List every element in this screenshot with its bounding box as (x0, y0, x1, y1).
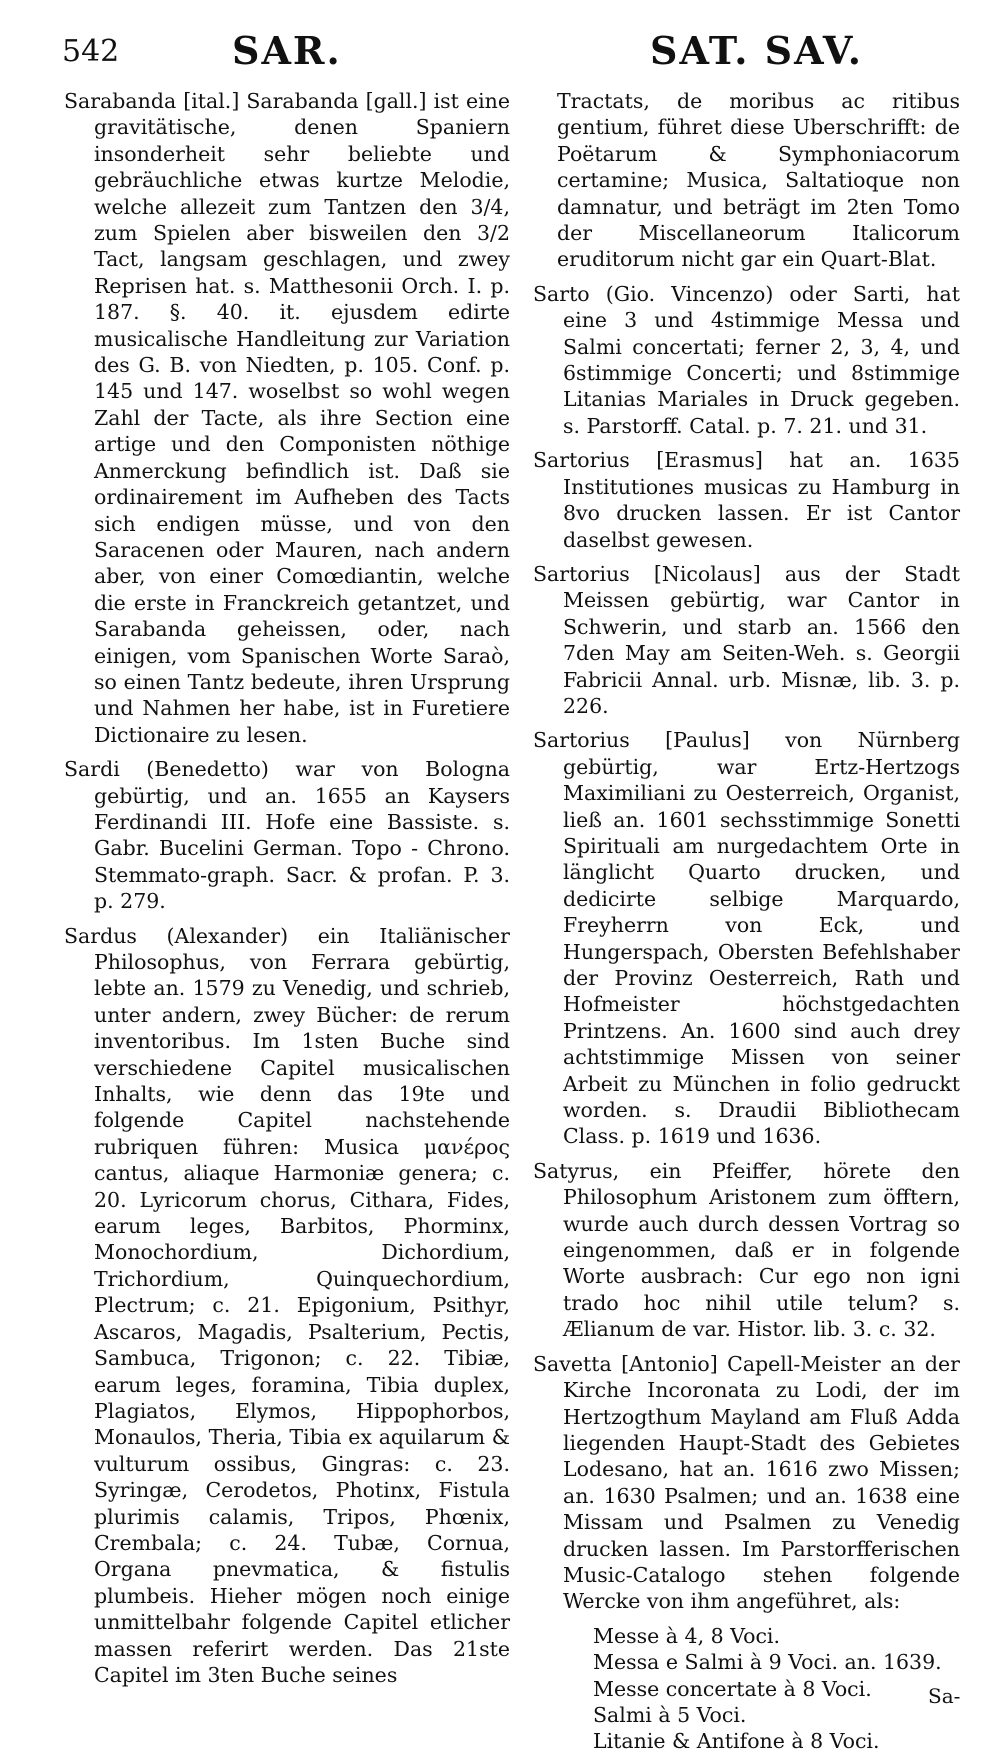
catchword: Sa- (928, 1684, 961, 1708)
entry-sardi (64, 756, 510, 914)
page-header (0, 28, 1000, 88)
entry-savetta (533, 1351, 960, 1615)
work-item: Salmi à 5 Voci. (593, 1702, 747, 1727)
headword: Sartorius (533, 728, 630, 753)
works-list (593, 1623, 960, 1755)
headword: Sarto (533, 281, 590, 306)
entry-satyrus (533, 1158, 960, 1343)
work-item: Litanie & Antifone à 8 Voci. (593, 1729, 880, 1754)
right-column (533, 88, 960, 1755)
headword: Sardi (64, 757, 120, 782)
entry-sarto (533, 281, 960, 439)
running-head-right: SAT. SAV. (650, 28, 863, 73)
continued-text: Tractats, de moribus ac ritibus gentium, führet diese Uberschrifft: de Poëtarum & Symphoniacorum certamine; Musica, Saltatioque non damnatur, und beträgt im 2ten Tomo der Miscellaneorum Italicorum eruditorum nicht gar ein Quart-Blat. (557, 89, 960, 272)
entry-body: ein Pfeiffer, hörete den Philosophum Aristonem zum öfftern, wurde auch durch dessen Vortrag so eingenommen, daß er in folgende Worte ausbrach: Cur ego non igni trado hoc nihil utile telum? s. Ælianum de var. Histor. lib. 3. c. 32. (563, 1158, 960, 1342)
left-column (64, 88, 510, 1696)
running-head-left: SAR. (232, 28, 342, 73)
entry-body: (Alexander) ein Italiänischer Philosophus, von Ferrara gebürtig, lebte an. 1579 zu Venedig, und schrieb, unter andern, zwey Bücher: de rerum inventoribus. Im 1sten Buche sind verschiedene Capitel musicalischen Inhalts, wie denn das 19te und folgende Capitel nachstehende rubriquen führen: Musica μανέρος cantus, aliaque Harmoniæ genera; c. 20. Lyricorum chorus, Cithara, Fides, earum leges, Barbitos, Phorminx, Monochordium, Dichordium, Trichordium, Quinquechordium, Plectrum; c. 21. Epigonium, Psithyr, Ascaros, Magadis, Psalterium, Pectis, Sambuca, Trigonon; c. 22. Tibiæ, earum leges, foramina, Tibia duplex, Plagiatos, Elymos, Hippophorbos, Monaulos, Theria, Tibia ex aquilarum & vulturum ossibus, Gingras: c. 23. Syringæ, Cerodetos, Photinx, Fistula plurimis calamis, Tripos, Phœnix, Crembala; c. 24. Tubæ, Cornua, Organa pnevmatica, & fistulis plumbeis. Hieher mögen noch einige unmittelbahr folgende Capitel etlicher massen referirt werden. Das 21ste Capitel im 3ten Buche seines (94, 923, 510, 1687)
headword: Satyrus, (533, 1158, 620, 1183)
headword: Sardus (64, 923, 137, 948)
entry-sartorius-nicolaus (533, 561, 960, 719)
entry-body: (Benedetto) war von Bologna gebürtig, und an. 1655 an Kaysers Ferdinandi III. Hofe eine Bassiste. s. Gabr. Bucelini German. Topo - Chrono. Stemmato-graph. Sacr. & profan. P. 3. p. 279. (94, 757, 510, 914)
headword: Sartorius (533, 561, 630, 586)
entry-sardus (64, 923, 510, 1689)
headword: Sartorius (533, 448, 630, 473)
work-item: Messe à 4, 8 Voci. (593, 1623, 781, 1648)
page-number: 542 (62, 34, 120, 69)
entry-body: [Paulus] von Nürnberg gebürtig, war Ertz-Hertzogs Maximiliani zu Oesterreich, Organist, ließ an. 1601 sechsstimmige Sonetti Spirituali am nurgedachtem Orte in länglicht Quarto drucken, und dedicirte selbige Marquardo, Freyherrn von Eck, und Hungerspach, Obersten Befehlshaber der Provinz Oesterreich, Rath und Hofmeister höchstgedachten Printzens. An. 1600 sind auch drey achtstimmige Missen von seiner Arbeit zu München in folio gedruckt worden. s. Draudii Bibliothecam Class. p. 1619 und 1636. (563, 728, 960, 1149)
work-item: Messa e Salmi à 9 Voci. an. 1639. (593, 1650, 942, 1675)
entry-sartorius-paulus (533, 727, 960, 1150)
entry-body: [Antonio] Capell-Meister an der Kirche Incoronata zu Lodi, der im Hertzogthum Mayland am Fluß Adda liegenden Haupt-Stadt des Gebietes Lodesano, hat an. 1616 zwo Missen; an. 1630 Psalmen; und an. 1638 eine Missam und Psalmen zu Venedig drucken lassen. Im Parstorfferischen Music-Catalogo stehen folgende Wercke von ihm angeführet, als: (563, 1351, 960, 1614)
headword: Sarabanda (64, 89, 177, 113)
entry-body: [ital.] Sarabanda [gall.] ist eine gravitätische, denen Spaniern insonderheit sehr beliebte und gebräuchliche etwas kurtze Melodie, welche allezeit zum Tantzen den 3/4, zum Spielen aber bisweilen den 3/2 Tact, langsam geschlagen, und zwey Reprisen hat. s. Matthesonii Orch. I. p. 187. §. 40. it. ejusdem edirte musicalische Handleitung zur Variation des G. B. von Niedten, p. 105. Conf. p. 145 und 147. woselbst so wohl wegen Zahl der Tacte, als ihre Section eine artige und den Componisten nöthige Anmerckung befindlich ist. Daß sie ordinairement im Aufheben des Tacts sich endigen müsse, und von den Saracenen oder Mauren, nach andern aber, von einer Comœdiantin, welche die erste in Franckreich getantzet, und Sarabanda geheissen, oder, nach einigen, vom Spanischen Worte Saraò, so einen Tantz bedeute, ihren Ursprung und Nahmen her habe, ist in Furetiere Dictionaire zu lesen. (94, 89, 510, 747)
entry-sarabanda (64, 88, 510, 748)
work-item: Messe concertate à 8 Voci. (593, 1676, 872, 1701)
entry-sartorius-erasmus (533, 447, 960, 553)
headword: Savetta (533, 1351, 612, 1376)
entry-body: (Gio. Vincenzo) oder Sarti, hat eine 3 und 4stimmige Messa und Salmi concertati; ferner 2, 3, 4, und 6stimmige Concerti; und 8stimmige Litanias Mariales in Druck gegeben. s. Parstorff. Catal. p. 7. 21. und 31. (563, 281, 960, 438)
entry-body: [Nicolaus] aus der Stadt Meissen gebürtig, war Cantor in Schwerin, und starb an. 1566 den 7den May am Seiten-Weh. s. Georgii Fabricii Annal. urb. Misnæ, lib. 3. p. 226. (563, 561, 960, 718)
entry-body: [Erasmus] hat an. 1635 Institutiones musicas zu Hamburg in 8vo drucken lassen. Er ist Cantor daselbst gewesen. (563, 448, 960, 552)
